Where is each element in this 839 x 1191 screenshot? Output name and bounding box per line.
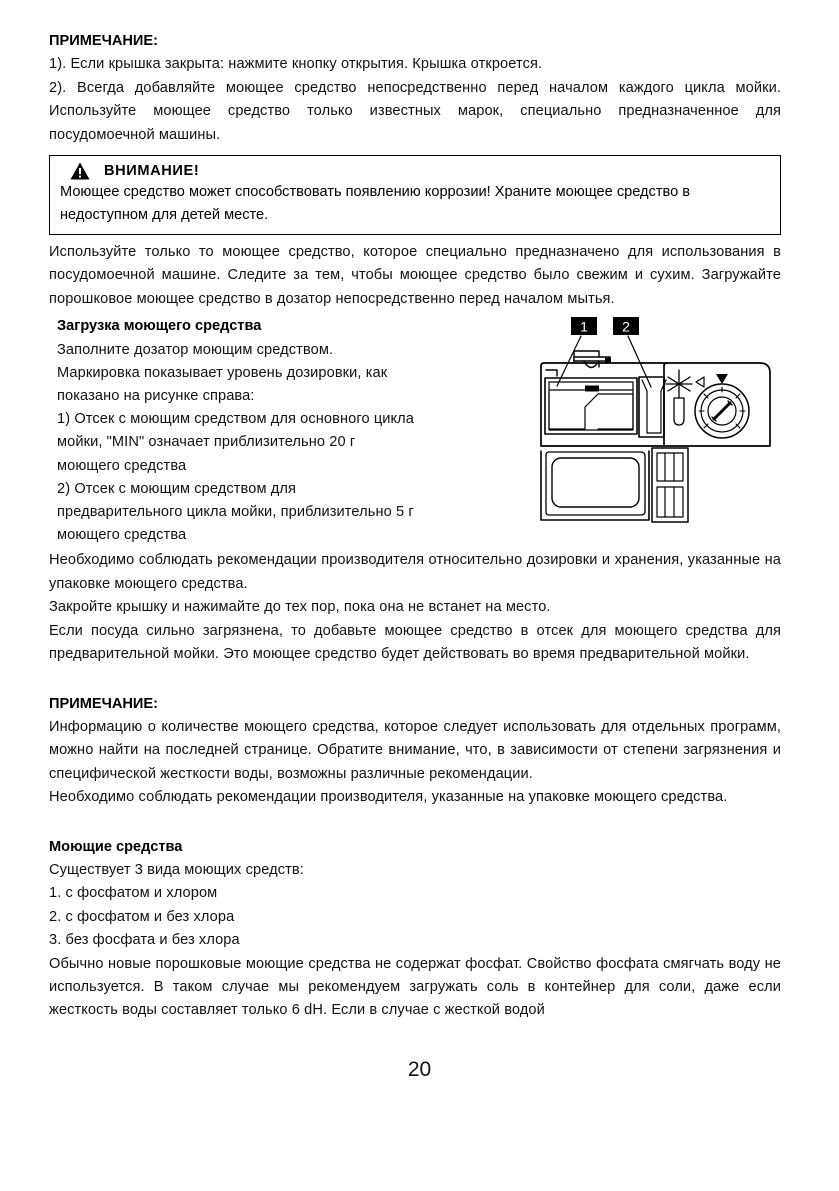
lid-bar — [574, 357, 610, 361]
warning-title: ВНИМАНИЕ! — [104, 163, 200, 180]
rinse-aid-sparkle-icon — [666, 370, 692, 398]
loading-line-3: показано на рисунке справа: — [57, 388, 255, 405]
loading-line-4: 1) Отсек с моющим средством для основного цикла — [57, 411, 415, 428]
loading-line-8: предварительного цикла мойки, приблизительно 5 г — [57, 504, 414, 521]
callout-badge-1 — [571, 317, 597, 335]
note-bottom-heading: ПРИМЕЧАНИЕ: — [49, 695, 159, 712]
detergents-section — [49, 836, 781, 1023]
note-section-top — [49, 30, 781, 147]
loading-line-5: мойки, "MIN" означает приблизительно 20 г — [57, 434, 356, 451]
after-figure-section — [49, 549, 781, 666]
svg-text:2: 2 — [622, 318, 630, 335]
detergent-dispenser-diagram — [538, 315, 790, 529]
lower-body — [541, 451, 649, 520]
note-top-heading: ПРИМЕЧАНИЕ: — [49, 33, 159, 49]
warning-box — [49, 155, 781, 235]
loading-text-column — [49, 315, 519, 547]
after-figure-paragraph-3: Если посуда сильно загрязнена, то добавьте моющее средство в отсек для моющего средства для предварительной мойки. Это моющее средство будет действовать во время предварительной мойки. — [49, 622, 781, 663]
loading-line-7: 2) Отсек с моющим средством для — [57, 480, 296, 497]
note-top-item-2: 2). Всегда добавляйте моющее средство непосредственно перед началом каждого цикла мойки. Используйте моющее средство только известных марок, специально предназначенное для посудомоечной машины. — [49, 79, 781, 143]
loading-line-9: моющего средства — [57, 527, 187, 544]
dial-left-arrow-icon — [696, 377, 704, 387]
detergent-type-1: 1. с фосфатом и хлором — [49, 885, 218, 902]
latch-tab — [605, 358, 611, 363]
warning-text: Моющее средство может способствовать появлению коррозии! Храните моющее средство в недоступном для детей месте. — [60, 184, 691, 224]
loading-section — [49, 315, 781, 547]
svg-text:1: 1 — [580, 318, 588, 335]
compartment-fill-shape — [549, 393, 633, 429]
rinse-aid-dial — [695, 384, 749, 438]
corner-tab — [546, 370, 557, 376]
callout-badge-2 — [613, 317, 639, 335]
page-number: 20 — [407, 1058, 432, 1081]
note-top-item-1: 1). Если крышка закрыта: нажмите кнопку открытия. Крышка откроется. — [49, 56, 543, 73]
detergents-heading: Моющие средства — [49, 838, 183, 855]
dial-pointer-icon — [716, 374, 728, 384]
rinse-aid-indicator — [674, 398, 684, 425]
prewash-compartment-outer — [639, 377, 664, 437]
note-bottom-paragraph-1: Информацию о количестве моющего средства, которое следует использовать для отдельных программ, можно найти на последней странице. Обратите внимание, что, в зависимости от степени загрязнения и специфической жесткости воды, возможны различные рекомендации. — [49, 718, 781, 782]
detergents-closing: Обычно новые порошковые моющие средства не содержат фосфат. Свойство фосфата смягчать воду не используется. В таком случае мы рекомендуем загружать соль в контейнер для соли, даже если жесткость воды составляет только 6 dH. Если в случае с жесткой водой — [49, 955, 781, 1019]
loading-line-1: Заполните дозатор моющим средством. — [57, 341, 334, 358]
vent-slats — [657, 453, 683, 517]
note-section-bottom — [49, 693, 781, 810]
detergent-type-3: 3. без фосфата и без хлора — [49, 932, 240, 949]
detergent-type-2: 2. с фосфатом и без хлора — [49, 908, 235, 925]
loading-line-6: моющего средства — [57, 457, 187, 474]
lid-latch — [584, 361, 599, 368]
lower-panel — [546, 452, 645, 515]
page-content — [49, 30, 781, 1023]
loading-line-2: Маркировка показывает уровень дозировки, как — [57, 364, 388, 381]
warning-title-row — [60, 162, 770, 180]
after-figure-paragraph-1: Необходимо соблюдать рекомендации производителя относительно дозировки и хранения, указанные на упаковке моющего средства. — [49, 552, 781, 592]
warning-triangle-icon — [70, 162, 90, 180]
note-bottom-paragraph-2: Необходимо соблюдать рекомендации производителя, указанные на упаковке моющего средства. — [49, 789, 728, 806]
prewash-compartment-inner — [642, 380, 666, 433]
lower-window — [552, 458, 639, 507]
loading-heading: Загрузка моющего средства — [57, 318, 262, 335]
dispenser-svg — [538, 315, 790, 529]
intro-paragraph: Используйте только то моющее средство, которое специально предназначено для использования в посудомоечной машине. Следите за тем, чтобы моющее средство было свежим и сухим. Загружайте порошковое моющее средство в дозатор непосредственно перед началом мытья. — [49, 244, 781, 307]
min-mark — [585, 386, 599, 392]
detergents-intro: Существует 3 вида моющих средств: — [49, 861, 304, 878]
after-figure-paragraph-2: Закройте крышку и нажимайте до тех пор, пока она не встанет на место. — [49, 599, 551, 616]
